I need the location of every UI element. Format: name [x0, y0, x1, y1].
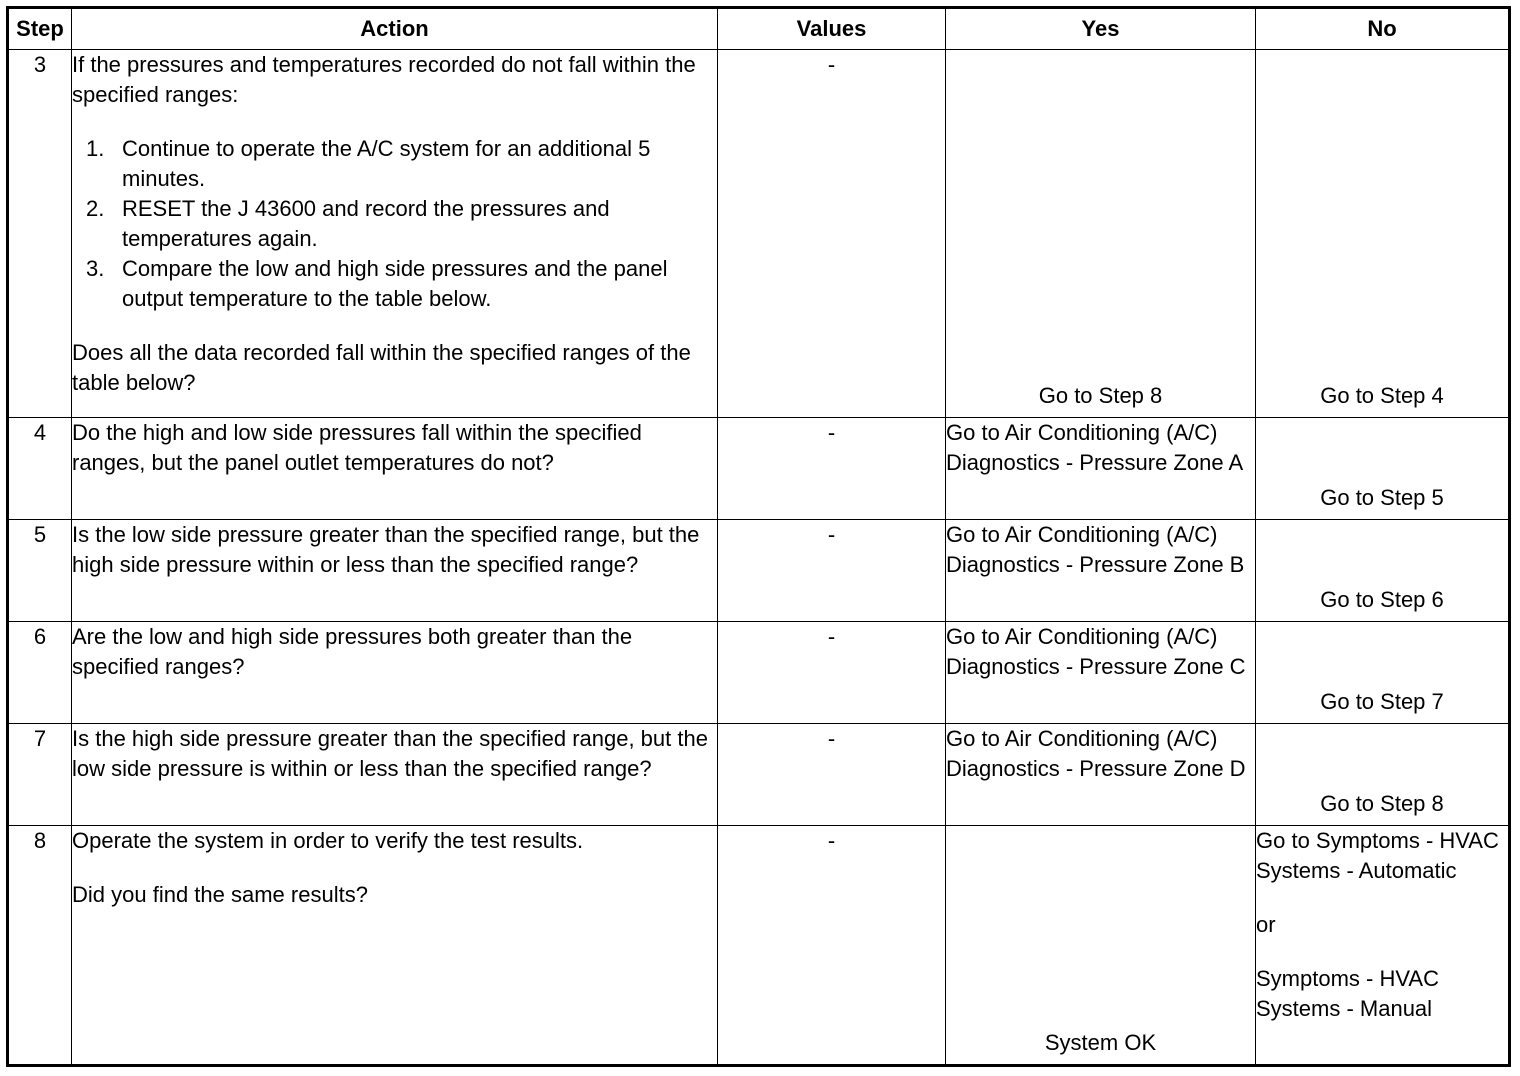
no-cell [1256, 520, 1510, 622]
header-step: Step [8, 8, 72, 50]
yes-link[interactable]: Go to Air Conditioning (A/C) Diagnostics - Pressure Zone D [946, 724, 1256, 826]
values-cell: - [718, 50, 946, 418]
table-row-step-6 [8, 622, 1510, 724]
no-link[interactable]: Go to Step 7 [1320, 689, 1444, 714]
table-row-step-5 [8, 520, 1510, 622]
no-link[interactable]: Go to Step 6 [1320, 587, 1444, 612]
action-cell: Is the high side pressure greater than the specified range, but the low side pressure is within or less than the specified range? [72, 724, 718, 826]
no-cell [1256, 418, 1510, 520]
values-cell: - [718, 520, 946, 622]
action-step-item: 3. Compare the low and high side pressures and the panel output temperature to the table below. [86, 256, 668, 311]
yes-link[interactable]: Go to Step 8 [1038, 383, 1163, 408]
no-or-text: or [1256, 912, 1276, 937]
no-link[interactable]: Go to Step 4 [1320, 383, 1444, 408]
action-cell: Are the low and high side pressures both greater than the specified ranges? [72, 622, 718, 724]
no-link-manual[interactable]: Symptoms - HVAC Systems - Manual [1256, 966, 1439, 1021]
action-steps-list [72, 134, 717, 314]
no-cell [1256, 622, 1510, 724]
step-number: 7 [8, 724, 72, 826]
action-cell: Is the low side pressure greater than the specified range, but the high side pressure within or less than the specified range? [72, 520, 718, 622]
step-number: 8 [8, 826, 72, 1066]
action-question: Did you find the same results? [72, 882, 368, 907]
no-link-automatic[interactable]: Go to Symptoms - HVAC Systems - Automatic [1256, 828, 1499, 883]
action-step-item: 2. RESET the J 43600 and record the pressures and temperatures again. [86, 196, 610, 251]
diagnostic-table [6, 6, 1511, 1067]
step-number: 3 [8, 50, 72, 418]
step-number: 6 [8, 622, 72, 724]
header-no: No [1256, 8, 1510, 50]
no-link[interactable]: Go to Step 5 [1320, 485, 1444, 510]
header-values: Values [718, 8, 946, 50]
step-number: 4 [8, 418, 72, 520]
action-cell [72, 50, 718, 418]
yes-link[interactable]: Go to Air Conditioning (A/C) Diagnostics - Pressure Zone C [946, 622, 1256, 724]
values-cell: - [718, 826, 946, 1066]
no-cell [1256, 50, 1510, 418]
header-yes: Yes [946, 8, 1256, 50]
action-intro: If the pressures and temperatures recorded do not fall within the specified ranges: [72, 52, 696, 107]
yes-link[interactable]: System OK [1044, 1030, 1157, 1055]
action-cell [72, 826, 718, 1066]
no-link[interactable]: Go to Step 8 [1320, 791, 1444, 816]
header-action: Action [72, 8, 718, 50]
values-cell: - [718, 418, 946, 520]
step-number: 5 [8, 520, 72, 622]
table-row-step-3 [8, 50, 1510, 418]
action-step-item: 1. Continue to operate the A/C system for an additional 5 minutes. [86, 136, 651, 191]
yes-cell [946, 50, 1256, 418]
yes-link[interactable]: Go to Air Conditioning (A/C) Diagnostics - Pressure Zone A [946, 418, 1256, 520]
header-row [8, 8, 1510, 50]
table-row-step-7 [8, 724, 1510, 826]
no-cell [1256, 724, 1510, 826]
values-cell: - [718, 724, 946, 826]
table-row-step-8 [8, 826, 1510, 1066]
action-question: Does all the data recorded fall within the specified ranges of the table below? [72, 340, 691, 395]
table-row-step-4 [8, 418, 1510, 520]
yes-link[interactable]: Go to Air Conditioning (A/C) Diagnostics - Pressure Zone B [946, 520, 1256, 622]
action-cell: Do the high and low side pressures fall within the specified ranges, but the panel outlet temperatures do not? [72, 418, 718, 520]
no-cell [1256, 826, 1510, 1066]
action-intro: Operate the system in order to verify the test results. [72, 828, 584, 853]
yes-cell [946, 826, 1256, 1066]
values-cell: - [718, 622, 946, 724]
